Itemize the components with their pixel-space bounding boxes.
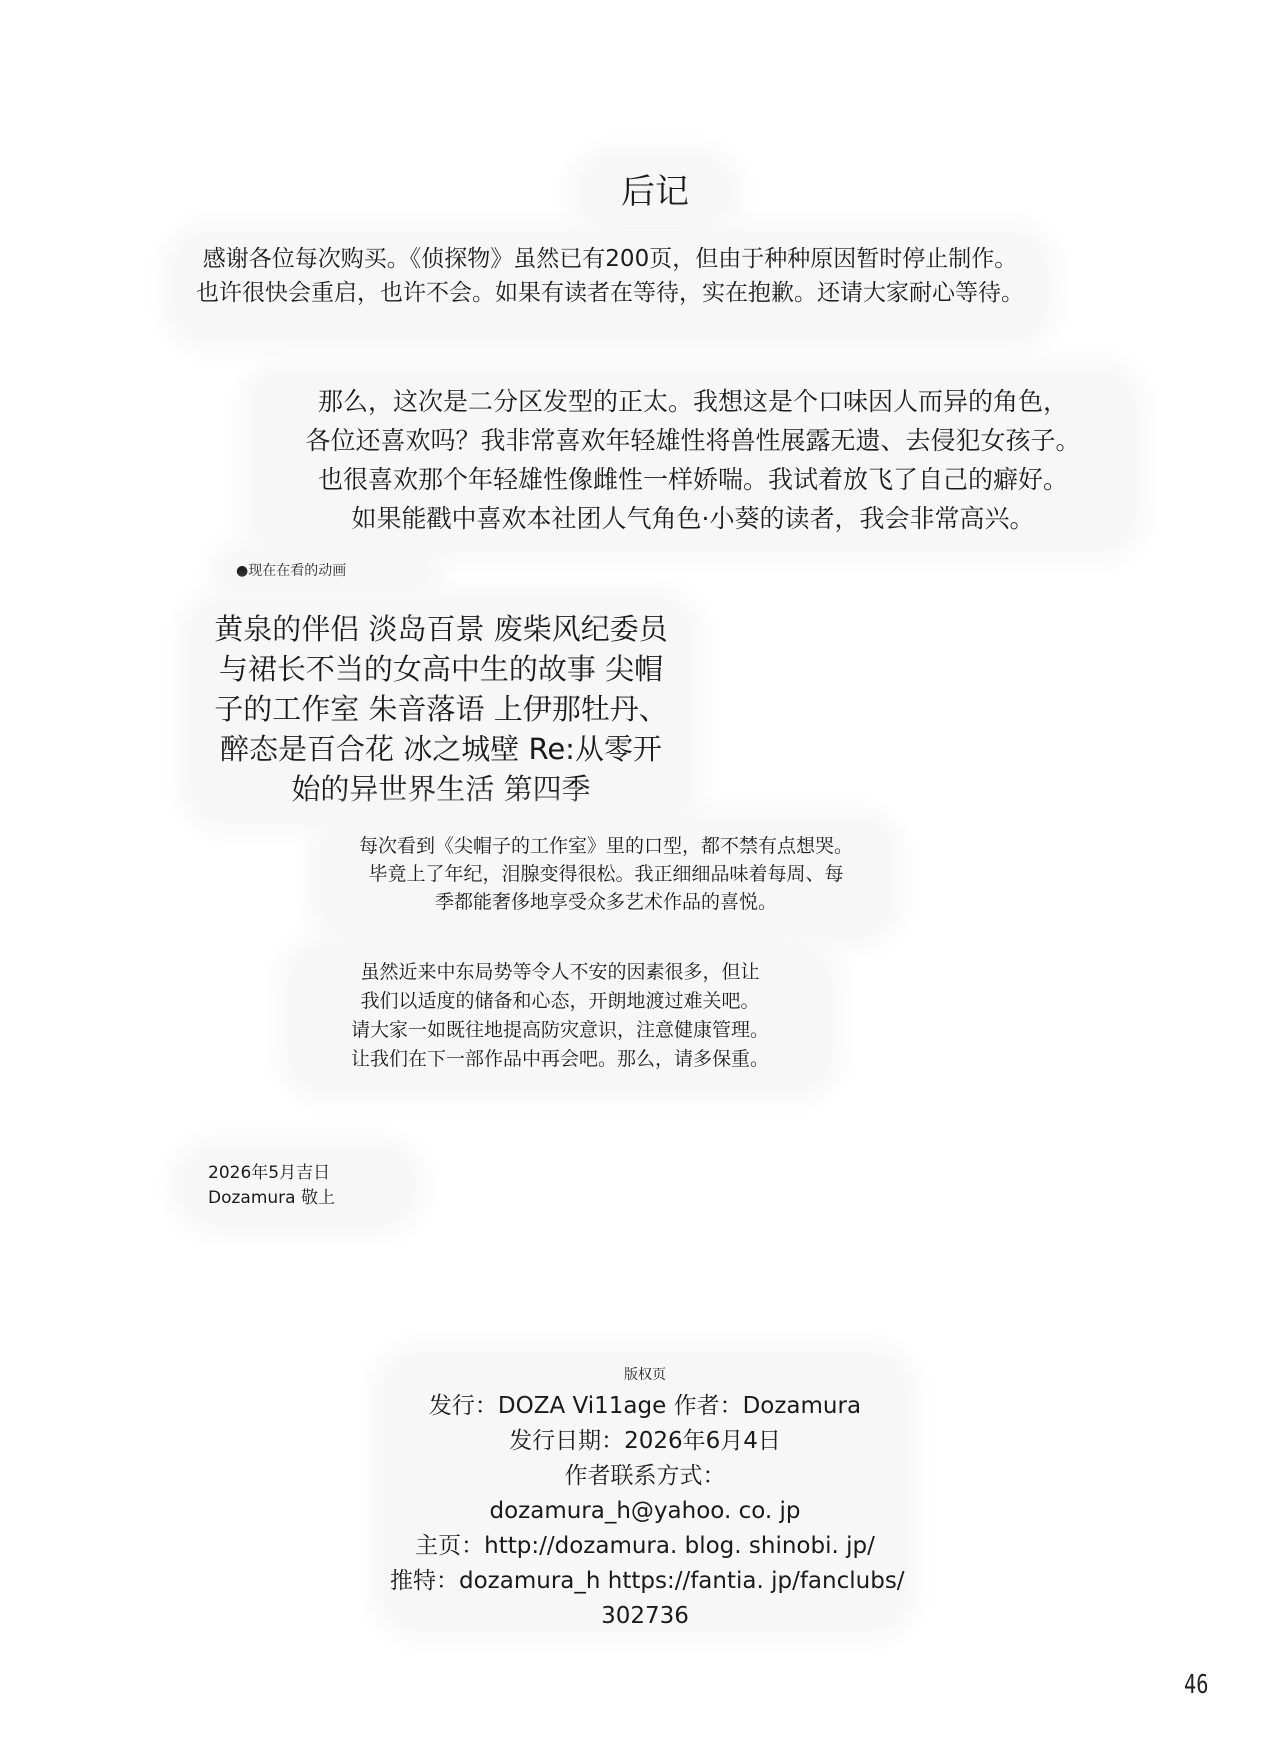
anime-comment-paragraph: [326, 826, 886, 930]
colophon-heading: 版权页: [624, 1367, 666, 1383]
character-paragraph: [258, 378, 1128, 544]
afterword-title-block: [585, 165, 725, 219]
page-number: 46: [1184, 1670, 1209, 1700]
anime-comment-line: 季都能奢侈地享受众多艺术作品的喜悦。: [434, 891, 777, 913]
character-line: 各位还喜欢吗？我非常喜欢年轻雄性将兽性展露无遗、去侵犯女孩子。: [305, 426, 1081, 455]
anime-heading: ●现在在看的动画: [236, 563, 347, 579]
closing-paragraph: [296, 952, 824, 1084]
signature-author: Dozamura 敬上: [208, 1188, 335, 1208]
character-line: 那么，这次是二分区发型的正太。我想这是个口味因人而异的角色，: [317, 387, 1068, 416]
colophon: [390, 1361, 905, 1629]
anime-list-line: 醉态是百合花 冰之城壁 Re:从零开: [220, 732, 662, 766]
colophon-email: dozamura_h@yahoo. co. jp: [489, 1498, 801, 1524]
anime-list-line: 始的异世界生活 第四季: [291, 772, 591, 806]
colophon-contact-label: 作者联系方式：: [564, 1463, 726, 1489]
anime-comment-line: 毕竟上了年纪，泪腺变得很松。我正细细品味着每周、每: [368, 863, 844, 885]
colophon-twitter: 推特：dozamura_h https://fantia. jp/fanclubs/: [390, 1568, 905, 1594]
character-line: 也很喜欢那个年轻雄性像雌性一样娇喘。我试着放飞了自己的癖好。: [317, 465, 1068, 494]
anime-list-line: 子的工作室 朱音落语 上伊那牡丹、: [214, 692, 668, 726]
anime-list-line: 与裙长不当的女高中生的故事 尖帽: [218, 652, 664, 686]
anime-comment-line: 每次看到《尖帽子的工作室》里的口型，都不禁有点想哭。: [358, 835, 853, 857]
intro-line: 感谢各位每次购买。《侦探物》虽然已有200页，但由于种种原因暂时停止制作。: [202, 246, 1018, 272]
anime-list-line: 黄泉的伴侣 淡岛百景 废柴风纪委员: [214, 612, 668, 646]
signature-date: 2026年5月吉日: [208, 1163, 331, 1183]
colophon-homepage: 主页：http://dozamura. blog. shinobi. jp/: [415, 1533, 875, 1559]
character-line: 如果能戳中喜欢本社团人气角色·小葵的读者，我会非常高兴。: [351, 504, 1035, 533]
closing-line: 请大家一如既往地提高防灾意识，注意健康管理。: [350, 1019, 769, 1041]
signature: [188, 1155, 408, 1217]
anime-list: [196, 606, 686, 815]
colophon-fanclub-id: 302736: [601, 1603, 689, 1629]
page-title: 后记: [621, 172, 689, 212]
intro-line: 也许很快会重启，也许不会。如果有读者在等待，实在抱歉。还请大家耐心等待。: [196, 280, 1024, 306]
colophon-release-date: 发行日期：2026年6月4日: [509, 1428, 781, 1454]
intro-paragraph: [180, 240, 1040, 334]
closing-line: 让我们在下一部作品中再会吧。那么，请多保重。: [350, 1048, 769, 1070]
anime-heading-block: [228, 558, 426, 584]
closing-line: 虽然近来中东局势等令人不安的因素很多，但让: [360, 961, 760, 983]
closing-line: 我们以适度的储备和心态，开朗地渡过难关吧。: [360, 990, 760, 1012]
colophon-publisher: 发行：DOZA Vi11age 作者：Dozamura: [428, 1393, 862, 1419]
